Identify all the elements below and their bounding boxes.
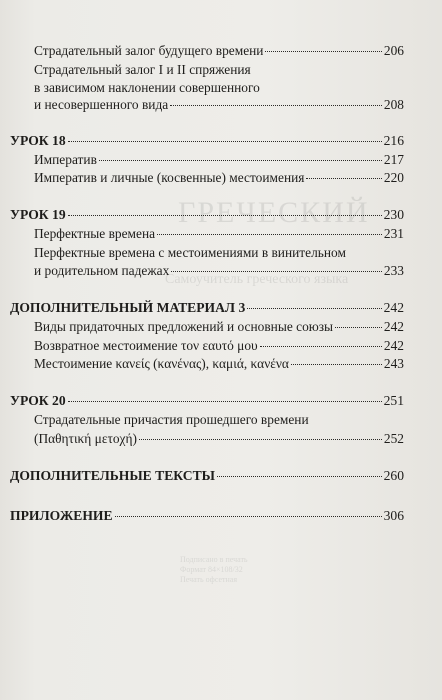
page-number: 260 bbox=[383, 468, 404, 483]
page-number: 243 bbox=[383, 356, 404, 371]
page-number: 242 bbox=[383, 338, 404, 353]
toc-entry[interactable] bbox=[34, 170, 404, 186]
toc-lesson-heading[interactable] bbox=[10, 393, 404, 409]
toc-lesson-heading[interactable] bbox=[10, 133, 404, 149]
leader-dots bbox=[335, 327, 382, 328]
toc-entry-title: в зависимом наклонении совершенного bbox=[34, 80, 260, 95]
toc-lesson-title: УРОК 18 bbox=[10, 133, 66, 148]
leader-dots bbox=[68, 401, 382, 402]
toc-section-heading[interactable] bbox=[10, 508, 404, 524]
page-number: 242 bbox=[383, 319, 404, 334]
toc-entry-title: и несовершенного вида bbox=[34, 97, 169, 112]
page-number: 216 bbox=[383, 133, 404, 148]
bleed-through-imprint: Подписано в печать Формат 84×108/32 Печать офсетная bbox=[180, 555, 248, 584]
leader-dots bbox=[139, 439, 382, 440]
toc-section-heading[interactable] bbox=[10, 300, 404, 316]
toc-section-title: ДОПОЛНИТЕЛЬНЫЕ ТЕКСТЫ bbox=[10, 468, 216, 483]
toc-entry[interactable] bbox=[34, 319, 404, 335]
page-number: 220 bbox=[383, 170, 404, 185]
toc-lesson-title: УРОК 19 bbox=[10, 207, 66, 222]
leader-dots bbox=[247, 308, 381, 309]
toc-lesson-title: УРОК 20 bbox=[10, 393, 66, 408]
page-number: 230 bbox=[383, 207, 404, 222]
page-number: 306 bbox=[383, 508, 404, 523]
toc-entry-title: Страдательные причастия прошедшего времени bbox=[34, 412, 309, 427]
leader-dots bbox=[99, 160, 382, 161]
leader-dots bbox=[260, 346, 382, 347]
leader-dots bbox=[291, 364, 382, 365]
leader-dots bbox=[115, 516, 382, 517]
leader-dots bbox=[68, 141, 382, 142]
toc-entry-title: Императив bbox=[34, 152, 97, 167]
toc-entry-title: Возвратное местоимение τον εαυτό μου bbox=[34, 338, 258, 353]
toc-entry[interactable] bbox=[34, 263, 404, 279]
leader-dots bbox=[265, 51, 381, 52]
toc-entry-title: Страдательный залог будущего времени bbox=[34, 43, 264, 58]
leader-dots bbox=[171, 271, 382, 272]
toc-entry-title: Страдательный залог I и II спряжения bbox=[34, 62, 251, 77]
toc-entry-title: Виды придаточных предложений и основные союзы bbox=[34, 319, 334, 334]
toc-entry-title: и родительном падежах bbox=[34, 263, 170, 278]
leader-dots bbox=[68, 215, 382, 216]
toc-entry[interactable] bbox=[34, 338, 404, 354]
leader-dots bbox=[157, 234, 382, 235]
page-number: 233 bbox=[383, 263, 404, 278]
toc-entry[interactable] bbox=[34, 226, 404, 242]
page-number: 217 bbox=[383, 152, 404, 167]
page-number: 206 bbox=[383, 43, 404, 58]
toc-entry[interactable] bbox=[34, 356, 404, 372]
toc-entry[interactable] bbox=[34, 43, 404, 59]
toc-entry-title: Перфектные времена bbox=[34, 226, 156, 241]
toc-entry[interactable] bbox=[34, 97, 404, 113]
page-number: 242 bbox=[383, 300, 404, 315]
page-number: 208 bbox=[383, 97, 404, 112]
toc-lesson-heading[interactable] bbox=[10, 207, 404, 223]
toc-entry-title: Перфектные времена с местоимениями в винительном bbox=[34, 245, 346, 260]
toc-entry-title: (Παθητική μετοχή) bbox=[34, 431, 137, 446]
toc-section-title: ПРИЛОЖЕНИЕ bbox=[10, 508, 113, 523]
bleed-through-text: Самоучитель греческого языка bbox=[165, 272, 349, 287]
page-number: 231 bbox=[383, 226, 404, 241]
toc-entry[interactable] bbox=[34, 431, 404, 447]
toc-section-title: ДОПОЛНИТЕЛЬНЫЙ МАТЕРИАЛ 3 bbox=[10, 300, 246, 315]
toc-section-heading[interactable] bbox=[10, 468, 404, 484]
leader-dots bbox=[217, 476, 382, 477]
leader-dots bbox=[306, 178, 381, 179]
leader-dots bbox=[170, 105, 382, 106]
page-number: 251 bbox=[383, 393, 404, 408]
toc-entry[interactable] bbox=[34, 152, 404, 168]
bleed-through-text: ГРЕЧЕСКИЙ bbox=[178, 196, 370, 229]
toc-entry-title: Местоимение κανείς (κανένας), καμιά, κανένα bbox=[34, 356, 289, 371]
page-number: 252 bbox=[383, 431, 404, 446]
toc-entry-title: Императив и личные (косвенные) местоимения bbox=[34, 170, 305, 185]
